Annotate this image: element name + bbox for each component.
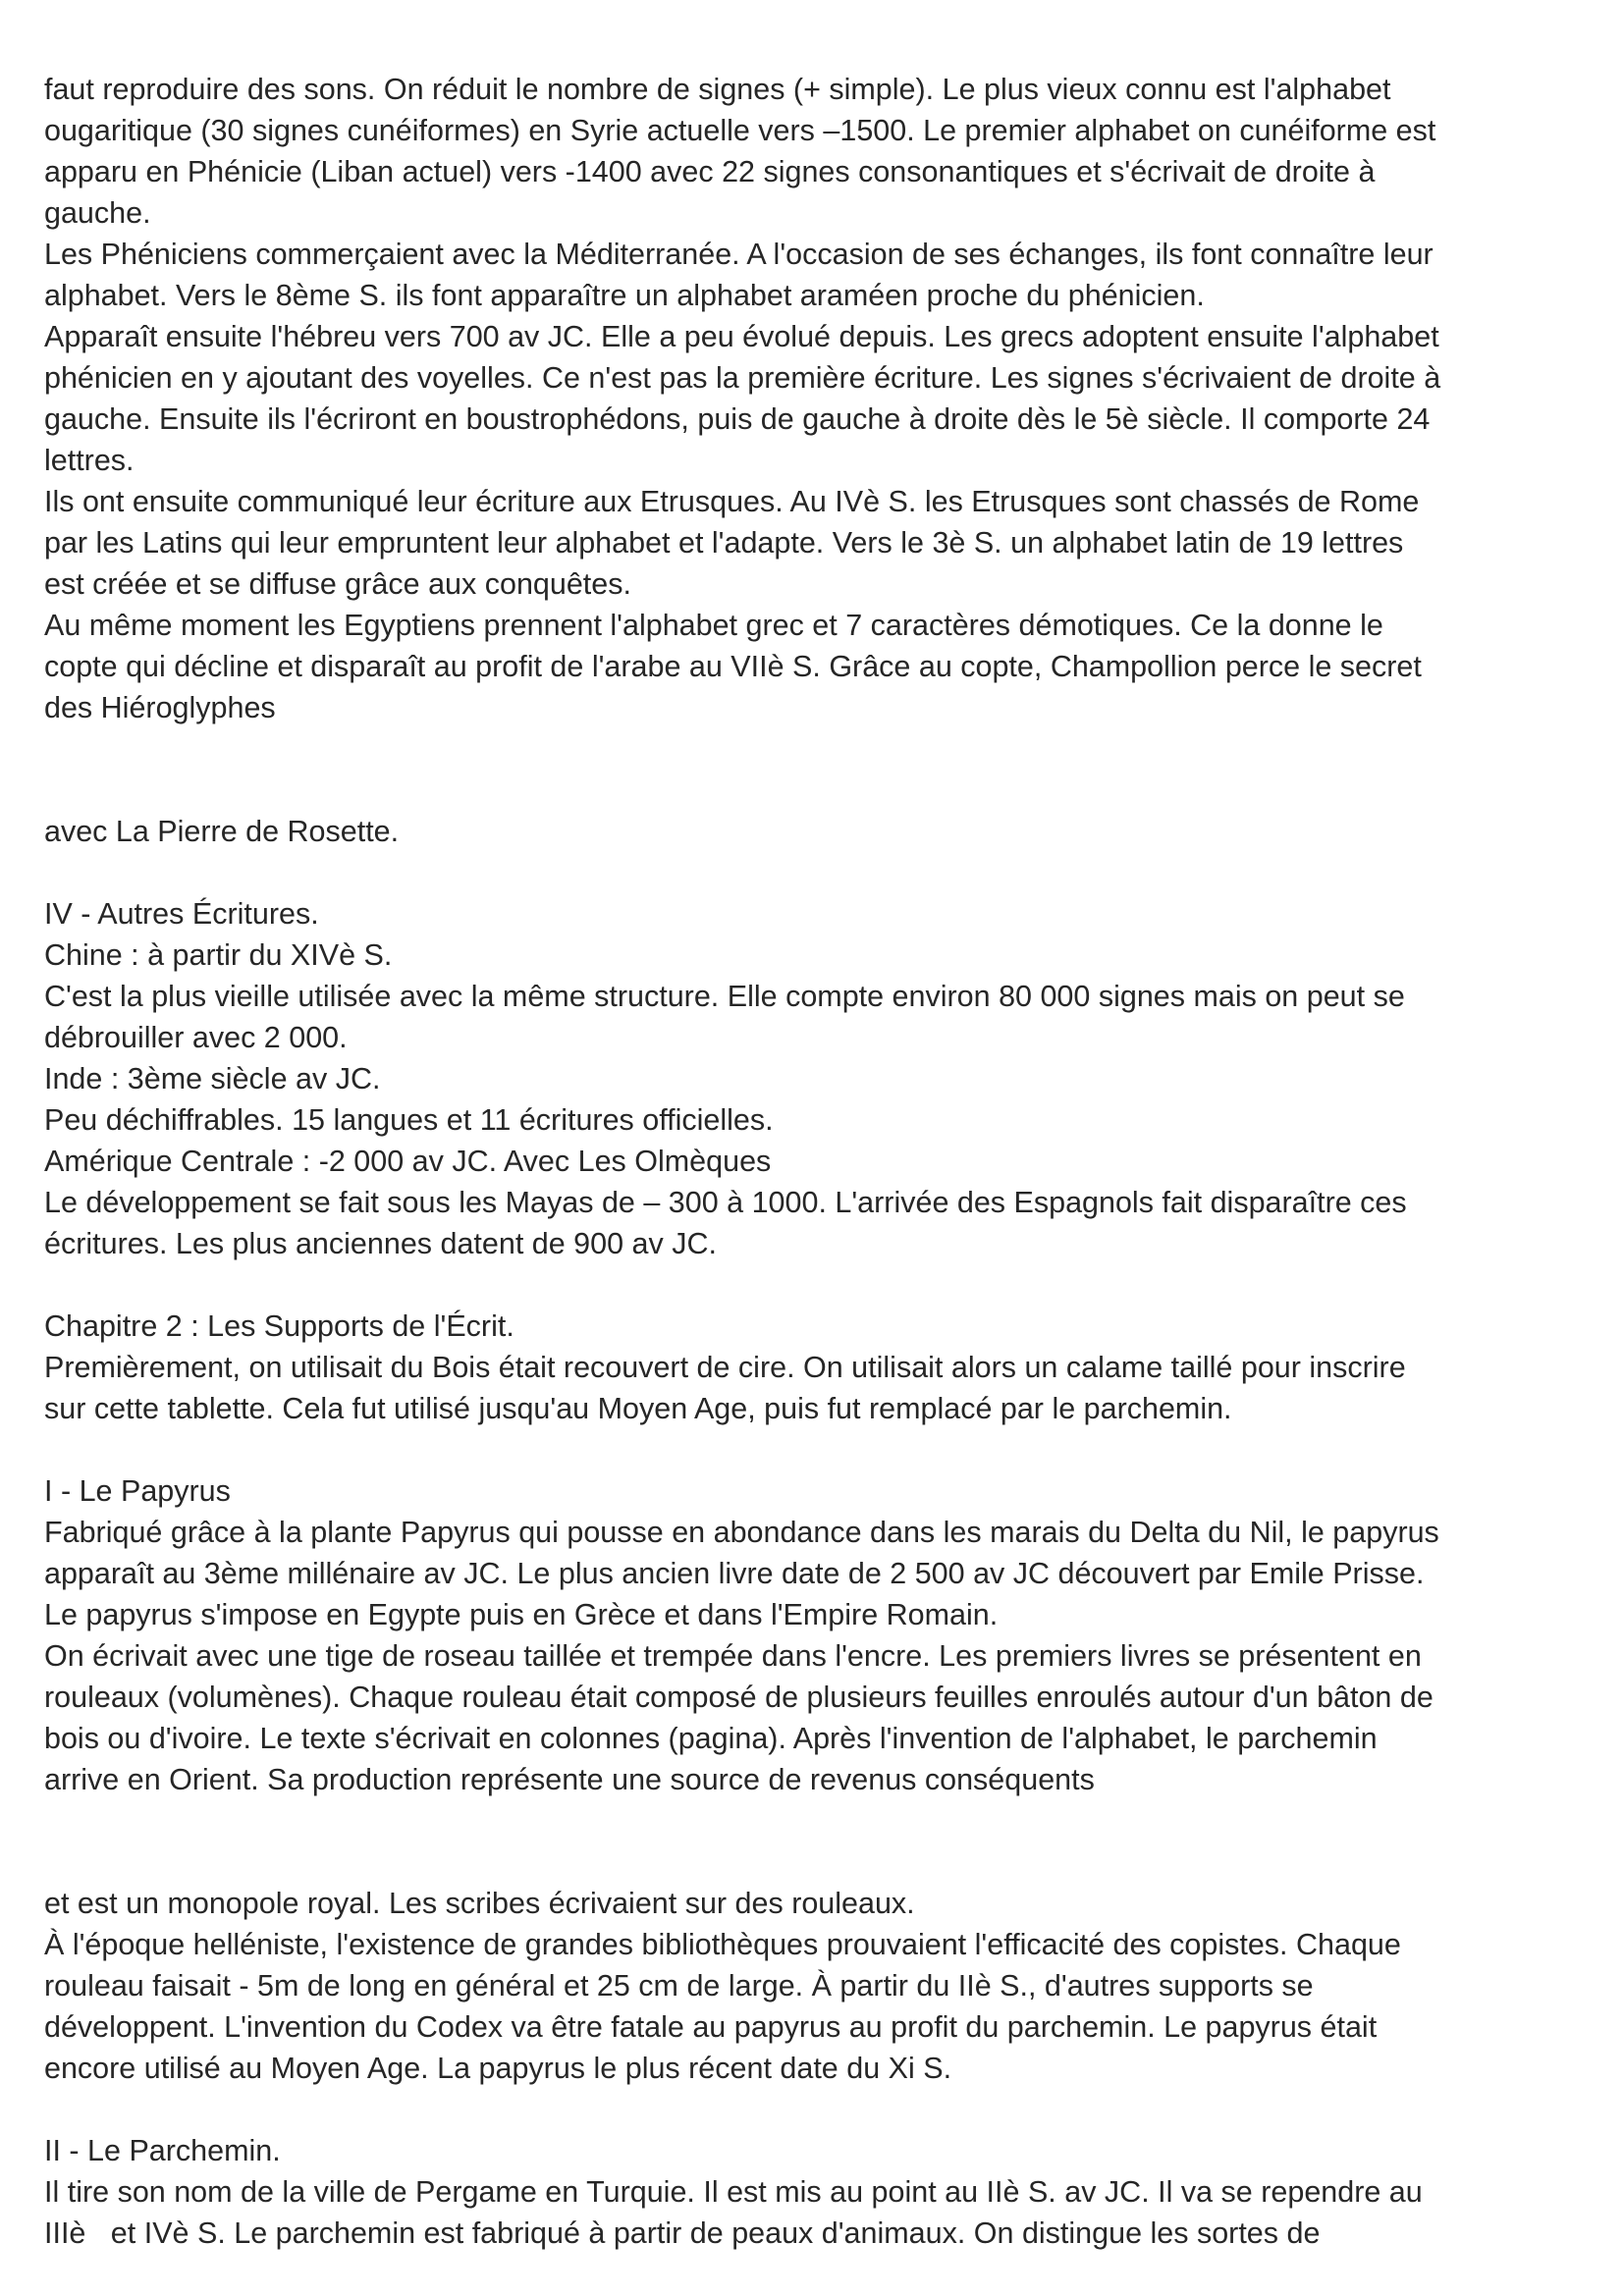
page-break-gap: [44, 728, 1591, 811]
text-line: bois ou d'ivoire. Le texte s'écrivait en colonnes (pagina). Après l'invention de l'alphabet, le parchemin: [44, 1722, 1378, 1755]
text-line: Chine : à partir du XIVè S.: [44, 938, 393, 972]
text-line: faut reproduire des sons. On réduit le nombre de signes (+ simple). Le plus vieux connu est l'alphabet: [44, 73, 1391, 106]
blank-line: [44, 1429, 1591, 1470]
text-line: Le papyrus s'impose en Egypte puis en Grèce et dans l'Empire Romain.: [44, 1598, 999, 1631]
text-line: rouleaux (volumènes). Chaque rouleau était composé de plusieurs feuilles enroulés autour d'un bâton de: [44, 1681, 1434, 1714]
text-line: des Hiéroglyphes: [44, 691, 276, 724]
text-line: apparu en Phénicie (Liban actuel) vers -1400 avec 22 signes consonantiques et s'écrivait de droite à: [44, 155, 1376, 188]
text-line: À l'époque helléniste, l'existence de grandes bibliothèques prouvaient l'efficacité des copistes. Chaque: [44, 1928, 1401, 1961]
blank-line: [44, 852, 1591, 893]
text-line: est créée et se diffuse grâce aux conquêtes.: [44, 567, 631, 601]
text-line: développent. L'invention du Codex va être fatale au papyrus au profit du parchemin. Le papyrus était: [44, 2010, 1378, 2044]
section-heading: II - Le Parchemin.: [44, 2134, 281, 2167]
document-page: [44, 69, 1591, 2254]
text-line: apparaît au 3ème millénaire av JC. Le plus ancien livre date de 2 500 av JC découvert par Emile Prisse.: [44, 1557, 1425, 1590]
text-line: IIIè et IVè S. Le parchemin est fabriqué à partir de peaux d'animaux. On distingue les sortes de: [44, 2216, 1321, 2250]
page-break-gap: [44, 1800, 1591, 1883]
text-line: Apparaît ensuite l'hébreu vers 700 av JC. Elle a peu évolué depuis. Les grecs adoptent ensuite l'alphabet: [44, 320, 1439, 353]
blank-line: [44, 2089, 1591, 2130]
chapter-heading: Chapitre 2 : Les Supports de l'Écrit.: [44, 1309, 514, 1343]
section-iv-autres-ecritures: [44, 893, 1591, 1264]
text-line: sur cette tablette. Cela fut utilisé jusqu'au Moyen Age, puis fut remplacé par le parchemin.: [44, 1392, 1232, 1425]
text-line: encore utilisé au Moyen Age. La papyrus le plus récent date du Xi S.: [44, 2052, 952, 2085]
paragraph-block: [44, 1883, 1591, 2089]
text-line: Les Phéniciens commerçaient avec la Méditerranée. A l'occasion de ses échanges, ils font connaître leur: [44, 238, 1434, 271]
text-line: Inde : 3ème siècle av JC.: [44, 1062, 381, 1095]
blank-line: [44, 1264, 1591, 1306]
text-line: Peu déchiffrables. 15 langues et 11 écritures officielles.: [44, 1103, 774, 1137]
text-line: phénicien en y ajoutant des voyelles. Ce n'est pas la première écriture. Les signes s'écrivaient de droite à: [44, 361, 1441, 395]
paragraph-block: [44, 69, 1591, 728]
text-line: débrouiller avec 2 000.: [44, 1021, 348, 1054]
text-line: Ils ont ensuite communiqué leur écriture aux Etrusques. Au IVè S. les Etrusques sont chassés de Rome: [44, 485, 1420, 518]
text-line: Fabriqué grâce à la plante Papyrus qui pousse en abondance dans les marais du Delta du Nil, le papyrus: [44, 1516, 1439, 1549]
text-line: copte qui décline et disparaît au profit de l'arabe au VIIè S. Grâce au copte, Champollion perce le secret: [44, 650, 1422, 683]
text-line: rouleau faisait - 5m de long en général et 25 cm de large. À partir du IIè S., d'autres supports se: [44, 1969, 1314, 2002]
text-line: et est un monopole royal. Les scribes écrivaient sur des rouleaux.: [44, 1887, 915, 1920]
text-line: Au même moment les Egyptiens prennent l'alphabet grec et 7 caractères démotiques. Ce la donne le: [44, 609, 1383, 642]
text-line: On écrivait avec une tige de roseau taillée et trempée dans l'encre. Les premiers livres se présentent en: [44, 1639, 1422, 1673]
section-i-papyrus: [44, 1470, 1591, 1800]
text-line: alphabet. Vers le 8ème S. ils font apparaître un alphabet araméen proche du phénicien.: [44, 279, 1205, 312]
text-line: ougaritique (30 signes cunéiformes) en Syrie actuelle vers –1500. Le premier alphabet on cunéiforme est: [44, 114, 1436, 147]
text-line: gauche. Ensuite ils l'écriront en boustrophédons, puis de gauche à droite dès le 5è siècle. Il comporte 24: [44, 402, 1431, 436]
chapter-2-supports: [44, 1306, 1591, 1429]
text-line: Le développement se fait sous les Mayas de – 300 à 1000. L'arrivée des Espagnols fait disparaître ces: [44, 1186, 1407, 1219]
section-heading: IV - Autres Écritures.: [44, 897, 319, 931]
text-line: avec La Pierre de Rosette.: [44, 815, 400, 848]
text-line: lettres.: [44, 444, 135, 477]
text-line: Il tire son nom de la ville de Pergame en Turquie. Il est mis au point au IIè S. av JC. Il va se rependre au: [44, 2175, 1423, 2209]
text-line: gauche.: [44, 196, 151, 230]
section-ii-parchemin: [44, 2130, 1591, 2254]
text-line: arrive en Orient. Sa production représente une source de revenus conséquents: [44, 1763, 1095, 1796]
text-line: Premièrement, on utilisait du Bois était recouvert de cire. On utilisait alors un calame taillé pour inscrire: [44, 1351, 1406, 1384]
text-line: Amérique Centrale : -2 000 av JC. Avec Les Olmèques: [44, 1145, 772, 1178]
text-line: écritures. Les plus anciennes datent de 900 av JC.: [44, 1227, 717, 1260]
text-line: par les Latins qui leur empruntent leur alphabet et l'adapte. Vers le 3è S. un alphabet latin de 19 lettres: [44, 526, 1404, 560]
text-line: C'est la plus vieille utilisée avec la même structure. Elle compte environ 80 000 signes mais on peut se: [44, 980, 1405, 1013]
section-heading: I - Le Papyrus: [44, 1474, 231, 1508]
paragraph-block: [44, 811, 1591, 852]
